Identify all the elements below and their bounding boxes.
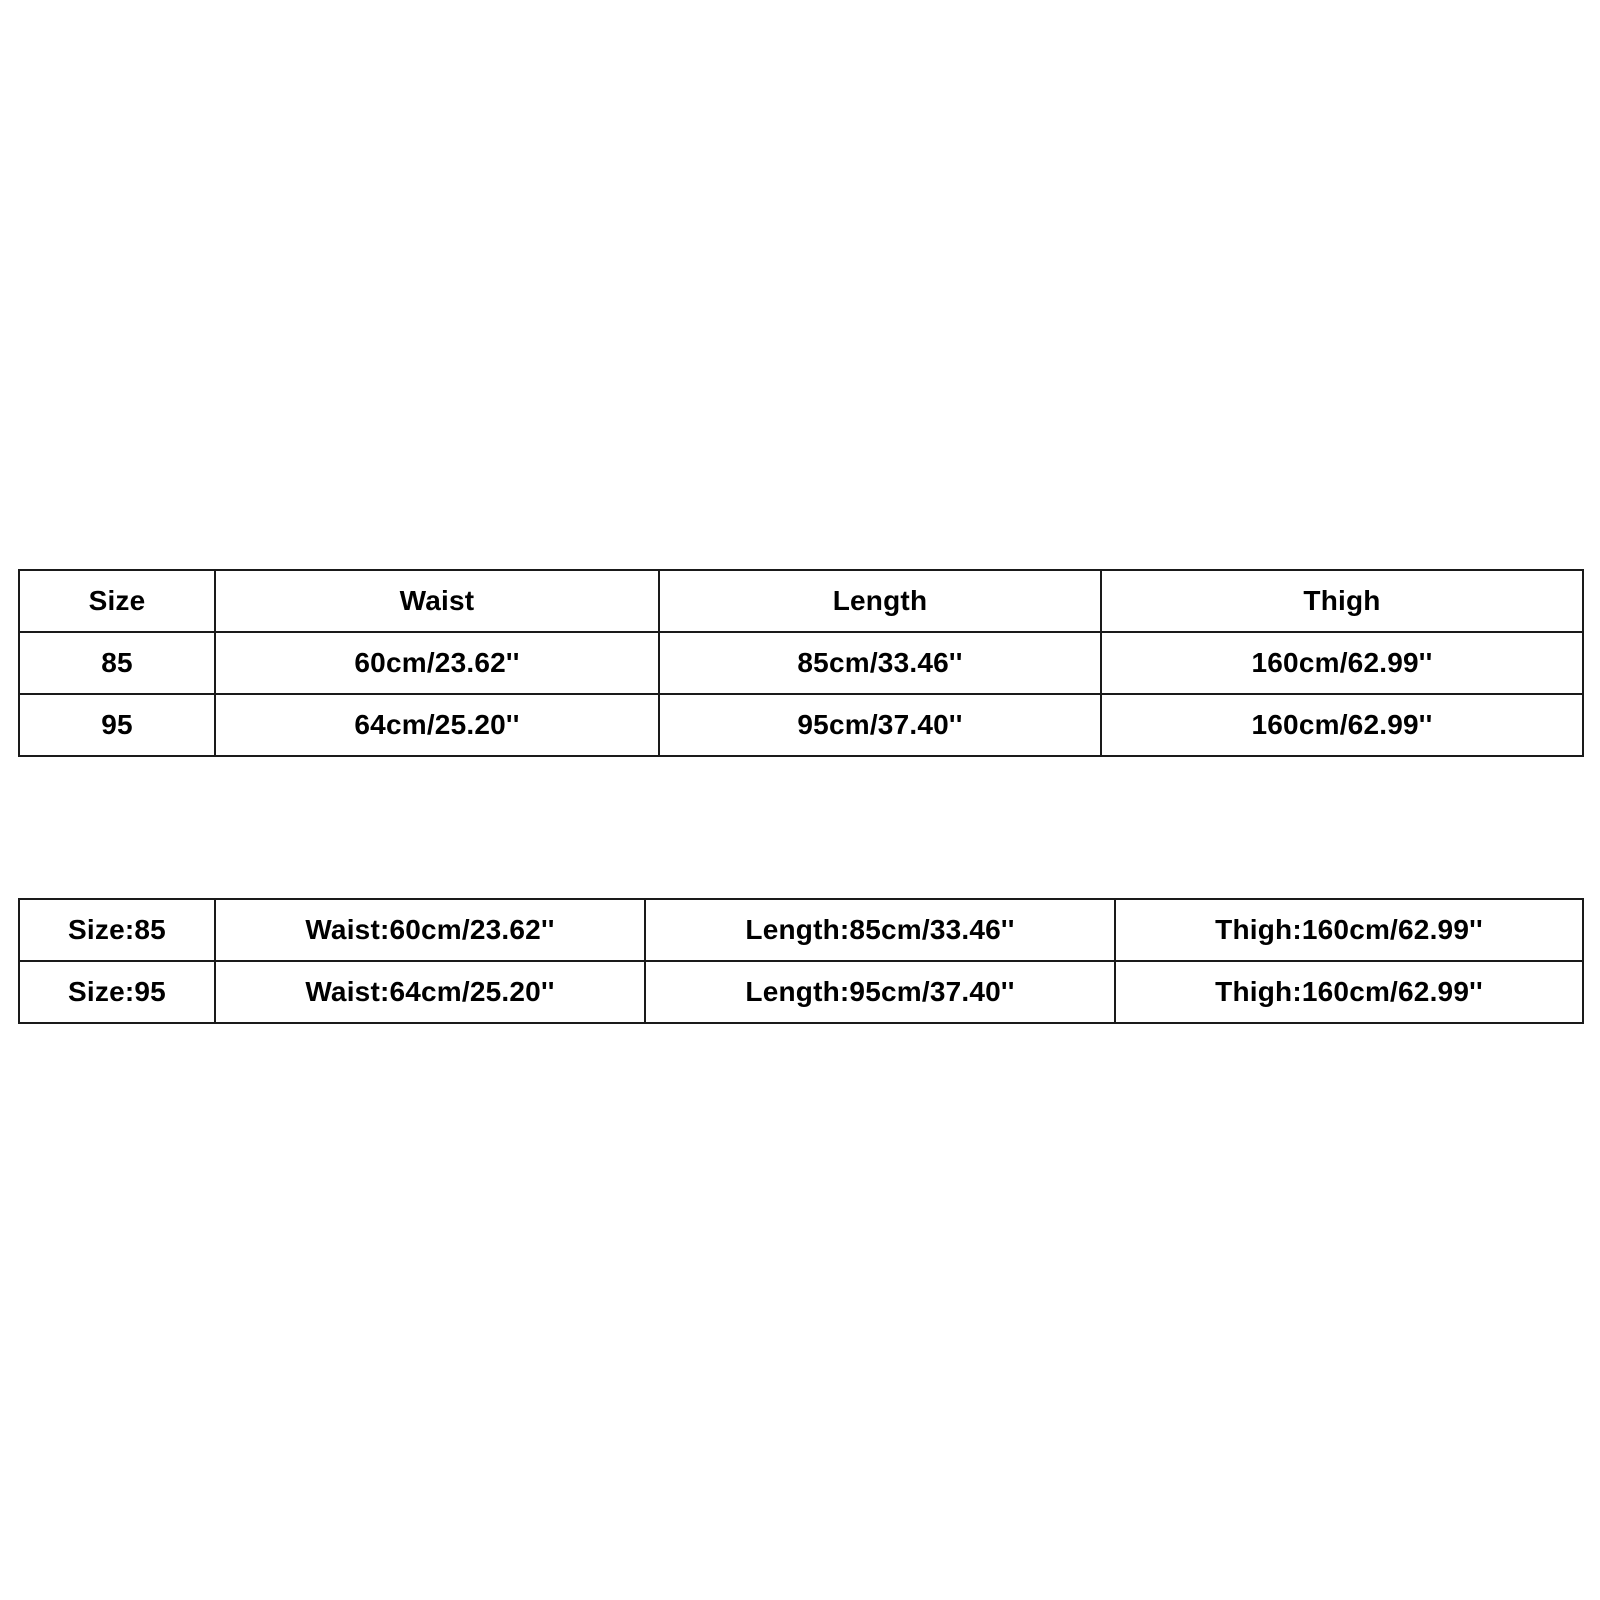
- cell-thigh: 160cm/62.99'': [1101, 694, 1583, 756]
- cell-size: Size:85: [19, 899, 215, 961]
- table-row: [19, 632, 1583, 694]
- cell-thigh: Thigh:160cm/62.99'': [1115, 899, 1583, 961]
- header-length: Length: [659, 570, 1101, 632]
- cell-size: Size:95: [19, 961, 215, 1023]
- cell-length: Length:85cm/33.46'': [645, 899, 1115, 961]
- cell-waist: 64cm/25.20'': [215, 694, 659, 756]
- size-chart-table: [18, 569, 1584, 757]
- cell-size: 85: [19, 632, 215, 694]
- table-row: [19, 961, 1583, 1023]
- table-header-row: [19, 570, 1583, 632]
- cell-thigh: Thigh:160cm/62.99'': [1115, 961, 1583, 1023]
- header-waist: Waist: [215, 570, 659, 632]
- cell-thigh: 160cm/62.99'': [1101, 632, 1583, 694]
- table-row: [19, 899, 1583, 961]
- cell-waist: Waist:60cm/23.62'': [215, 899, 645, 961]
- table-row: [19, 694, 1583, 756]
- header-thigh: Thigh: [1101, 570, 1583, 632]
- cell-length: 85cm/33.46'': [659, 632, 1101, 694]
- size-summary-table: [18, 898, 1584, 1024]
- cell-waist: 60cm/23.62'': [215, 632, 659, 694]
- cell-size: 95: [19, 694, 215, 756]
- cell-waist: Waist:64cm/25.20'': [215, 961, 645, 1023]
- header-size: Size: [19, 570, 215, 632]
- cell-length: Length:95cm/37.40'': [645, 961, 1115, 1023]
- cell-length: 95cm/37.40'': [659, 694, 1101, 756]
